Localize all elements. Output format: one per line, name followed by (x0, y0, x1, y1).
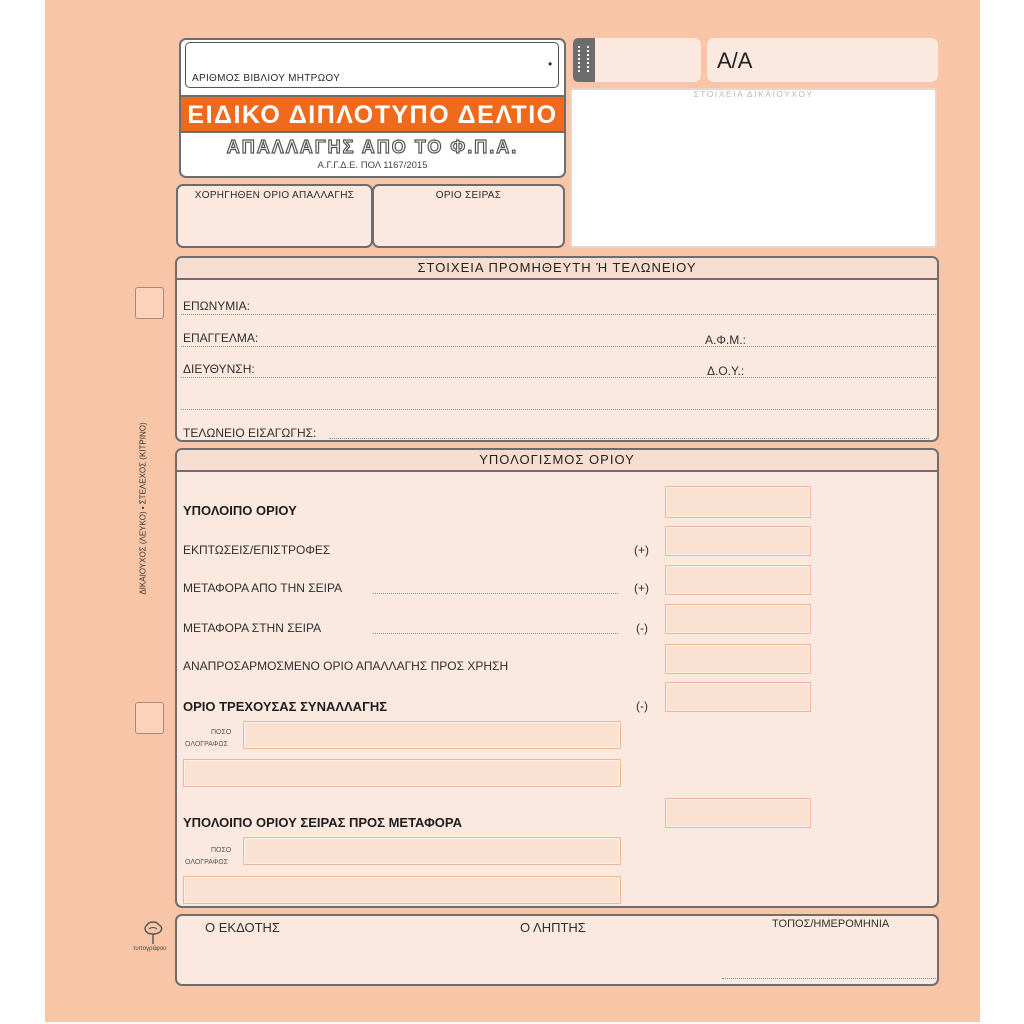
transfer-from-field[interactable] (665, 565, 811, 595)
supplier-customs-label: ΤΕΛΩΝΕΙΟ ΕΙΣΑΓΩΓΗΣ: (183, 426, 317, 440)
form-subtitle: ΑΠΑΛΛΑΓΗΣ ΑΠΟ ΤΟ Φ.Π.Α. (226, 137, 519, 157)
transfer-to-label: ΜΕΤΑΦΟΡΑ ΣΤΗΝ ΣΕΙΡΑ (183, 621, 322, 635)
recipient-label: Ο ΛΗΠΤΗΣ (520, 920, 586, 935)
logo-text: τυπογράφου (133, 946, 167, 952)
supplier-name-label: ΕΠΩΝΥΜΙΑ: (183, 299, 250, 313)
transfer-from-label: ΜΕΤΑΦΟΡΑ ΑΠΟ ΤΗΝ ΣΕΙΡΑ (183, 581, 343, 595)
amount-words-label-1a: ΠΟΣΟ (211, 729, 232, 736)
supplier-doy-label: Δ.Ο.Υ.: (707, 364, 745, 378)
place-date-label: ΤΟΠΟΣ/ΗΜΕΡΟΜΗΝΙΑ (772, 918, 890, 930)
transfer-to-field[interactable] (665, 604, 811, 634)
transfer-from-sign: (+) (634, 581, 649, 595)
amount-words-field-1b[interactable] (183, 759, 621, 787)
granted-limit-label: ΧΟΡΗΓΗΘΕΝ ΟΡΙΟ ΑΠΑΛΛΑΓΗΣ (194, 190, 355, 201)
remaining-limit-label: ΥΠΟΛΟΙΠΟ ΟΡΙΟΥ (183, 503, 297, 518)
aa-field[interactable] (707, 38, 938, 82)
registry-label: ΑΡΙΘΜΟΣ ΒΙΒΛΙΟΥ ΜΗΤΡΩΟΥ (192, 73, 341, 84)
amount-words-label-2b: ΟΛΟΓΡΑΦΩΣ (185, 859, 228, 866)
supplier-profession-line[interactable] (181, 346, 936, 347)
supplier-extra-line[interactable] (181, 409, 936, 410)
amount-words-field-2a[interactable] (243, 837, 621, 865)
supplier-customs-line[interactable] (329, 438, 929, 439)
amount-words-field-1a[interactable] (243, 721, 621, 749)
title-block (179, 38, 566, 178)
beneficiary-box[interactable] (570, 88, 937, 248)
tree-logo-icon (137, 920, 169, 946)
adjusted-limit-label: ΑΝΑΠΡΟΣΑΡΜΟΣΜΕΝΟ ΟΡΙΟ ΑΠΑΛΛΑΓΗΣ ΠΡΟΣ ΧΡΗΣΗ (183, 659, 509, 673)
amount-words-field-2b[interactable] (183, 876, 621, 904)
form-title: ΕΙΔΙΚΟ ΔΙΠΛΟΤΥΠΟ ΔΕΛΤΙΟ (187, 101, 558, 129)
registry-dot: • (548, 57, 553, 71)
transfer-to-sign: (-) (636, 621, 648, 635)
transfer-to-dots (373, 633, 618, 634)
signature-section (175, 914, 939, 986)
supplier-address-label: ΔΙΕΥΘΥΝΣΗ: (183, 362, 255, 376)
serial-field[interactable] (595, 38, 701, 82)
supplier-profession-label: ΕΠΑΓΓΕΛΜΑ: (183, 331, 259, 345)
title-band (181, 95, 564, 133)
remaining-series-label: ΥΠΟΛΟΙΠΟ ΟΡΙΟΥ ΣΕΙΡΑΣ ΠΡΟΣ ΜΕΤΑΦΟΡΑ (183, 815, 462, 830)
adjusted-limit-field[interactable] (665, 644, 811, 674)
remaining-series-field[interactable] (665, 798, 811, 828)
supplier-section (175, 256, 939, 442)
serial-strip (573, 38, 595, 82)
calculation-section (175, 448, 939, 908)
checkbox-bottom[interactable] (135, 702, 164, 734)
serial-mark-icon (578, 46, 589, 72)
transfer-from-dots (373, 593, 618, 594)
discounts-sign: (+) (634, 543, 649, 557)
calculation-title: ΥΠΟΛΟΓΙΣΜΟΣ ΟΡΙΟΥ (177, 450, 937, 472)
current-limit-label: ΟΡΙΟ ΤΡΕΧΟΥΣΑΣ ΣΥΝΑΛΛΑΓΗΣ (183, 699, 388, 714)
checkbox-top[interactable] (135, 287, 164, 319)
remaining-limit-field[interactable] (665, 486, 811, 518)
supplier-address-line[interactable] (181, 377, 936, 378)
current-limit-sign: (-) (636, 699, 648, 713)
granted-limit-box[interactable] (176, 184, 373, 248)
registry-field[interactable] (185, 42, 559, 88)
supplier-name-line[interactable] (181, 314, 936, 315)
supplier-afm-label: Α.Φ.Μ.: (705, 333, 746, 347)
beneficiary-label: ΣΤΟΙΧΕΙΑ ΔΙΚΑΙΟΥΧΟΥ (693, 89, 814, 99)
copies-text: ΔΙΚΑΙΟΥΧΟΣ (ΛΕΥΚΟ) • ΣΤΕΛΕΧΟΣ (ΚΙΤΡΙΝΟ) (138, 422, 148, 595)
series-limit-box[interactable] (372, 184, 565, 248)
issuer-label: Ο ΕΚΔΟΤΗΣ (205, 920, 280, 935)
aa-label: Α/Α (717, 48, 753, 73)
current-limit-field[interactable] (665, 682, 811, 712)
amount-words-label-2a: ΠΟΣΟ (211, 847, 232, 854)
form-reference: Α.Γ.Γ.Δ.Ε. ΠΟΛ 1167/2015 (317, 160, 428, 171)
supplier-title: ΣΤΟΙΧΕΙΑ ΠΡΟΜΗΘΕΥΤΗ Ή ΤΕΛΩΝΕΙΟΥ (177, 258, 937, 280)
discounts-label: ΕΚΠΤΩΣΕΙΣ/ΕΠΙΣΤΡΟΦΕΣ (183, 543, 331, 557)
amount-words-label-1b: ΟΛΟΓΡΑΦΩΣ (185, 741, 228, 748)
series-limit-label: ΟΡΙΟ ΣΕΙΡΑΣ (435, 190, 502, 201)
discounts-field[interactable] (665, 526, 811, 556)
printer-logo (133, 920, 169, 956)
place-date-line[interactable] (722, 978, 936, 979)
